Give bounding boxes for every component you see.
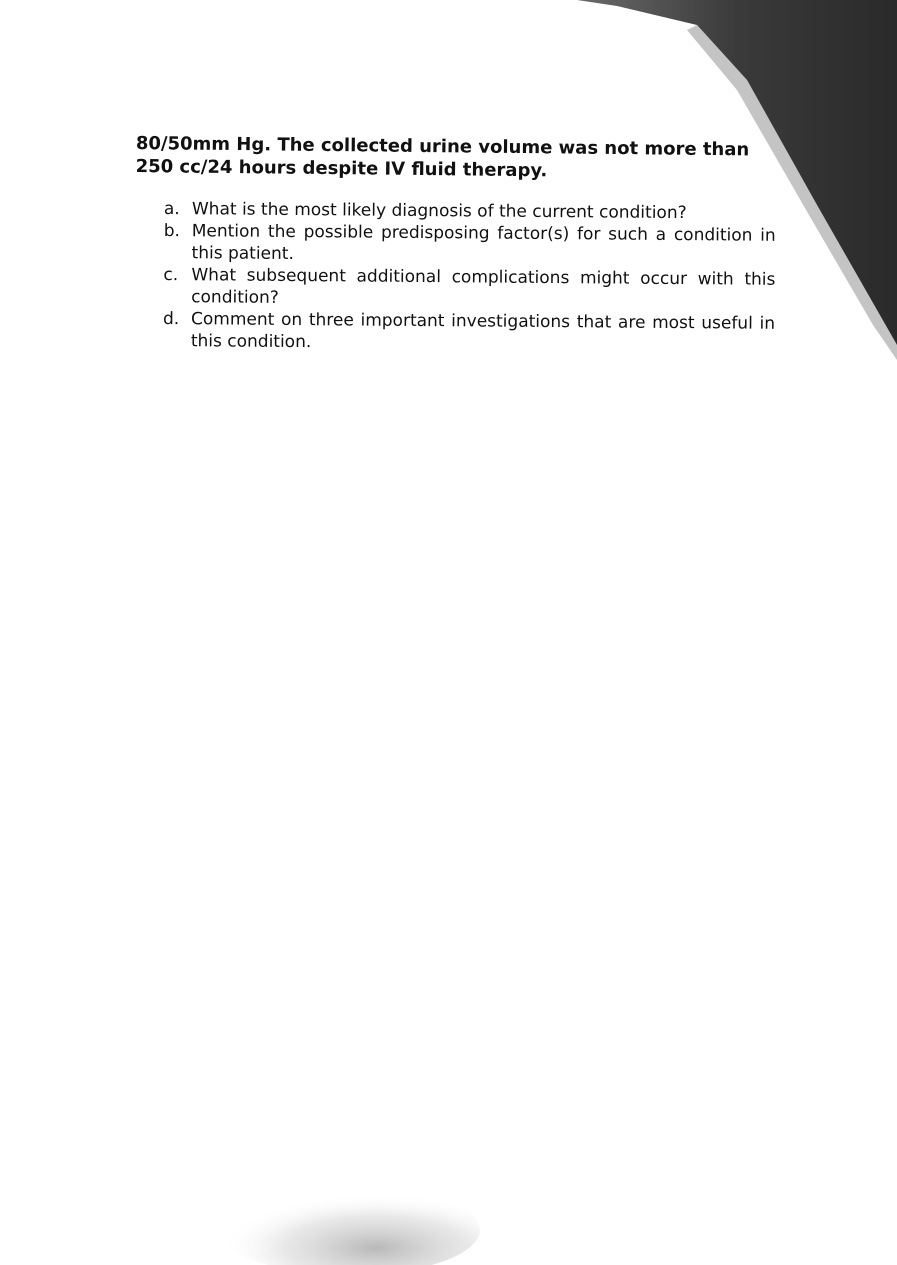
question-item [163, 264, 775, 313]
question-text: Comment on three important investigations that are most useful in this condition. [190, 309, 776, 353]
question-list [163, 198, 776, 357]
case-intro [136, 132, 776, 185]
bottom-smudge [150, 1170, 480, 1265]
question-item [163, 308, 775, 357]
question-text: What is the most likely diagnosis of the current condition? [191, 199, 687, 224]
question-content [136, 132, 776, 352]
question-text: What subsequent additional complications might occur with this condition? [191, 265, 776, 308]
question-letter: c. [163, 264, 179, 286]
case-intro-line-1: 80/50mm Hg. The collected urine volume was not more than [135, 132, 750, 161]
question-letter: a. [163, 198, 180, 220]
question-letter: d. [162, 308, 180, 330]
question-letter: b. [163, 220, 181, 242]
case-intro-line-2: 250 cc/24 hours despite IV fluid therapy. [135, 155, 548, 182]
question-item [163, 220, 775, 269]
question-text: Mention the possible predisposing factor(s) for such a condition in this patient. [191, 221, 776, 265]
